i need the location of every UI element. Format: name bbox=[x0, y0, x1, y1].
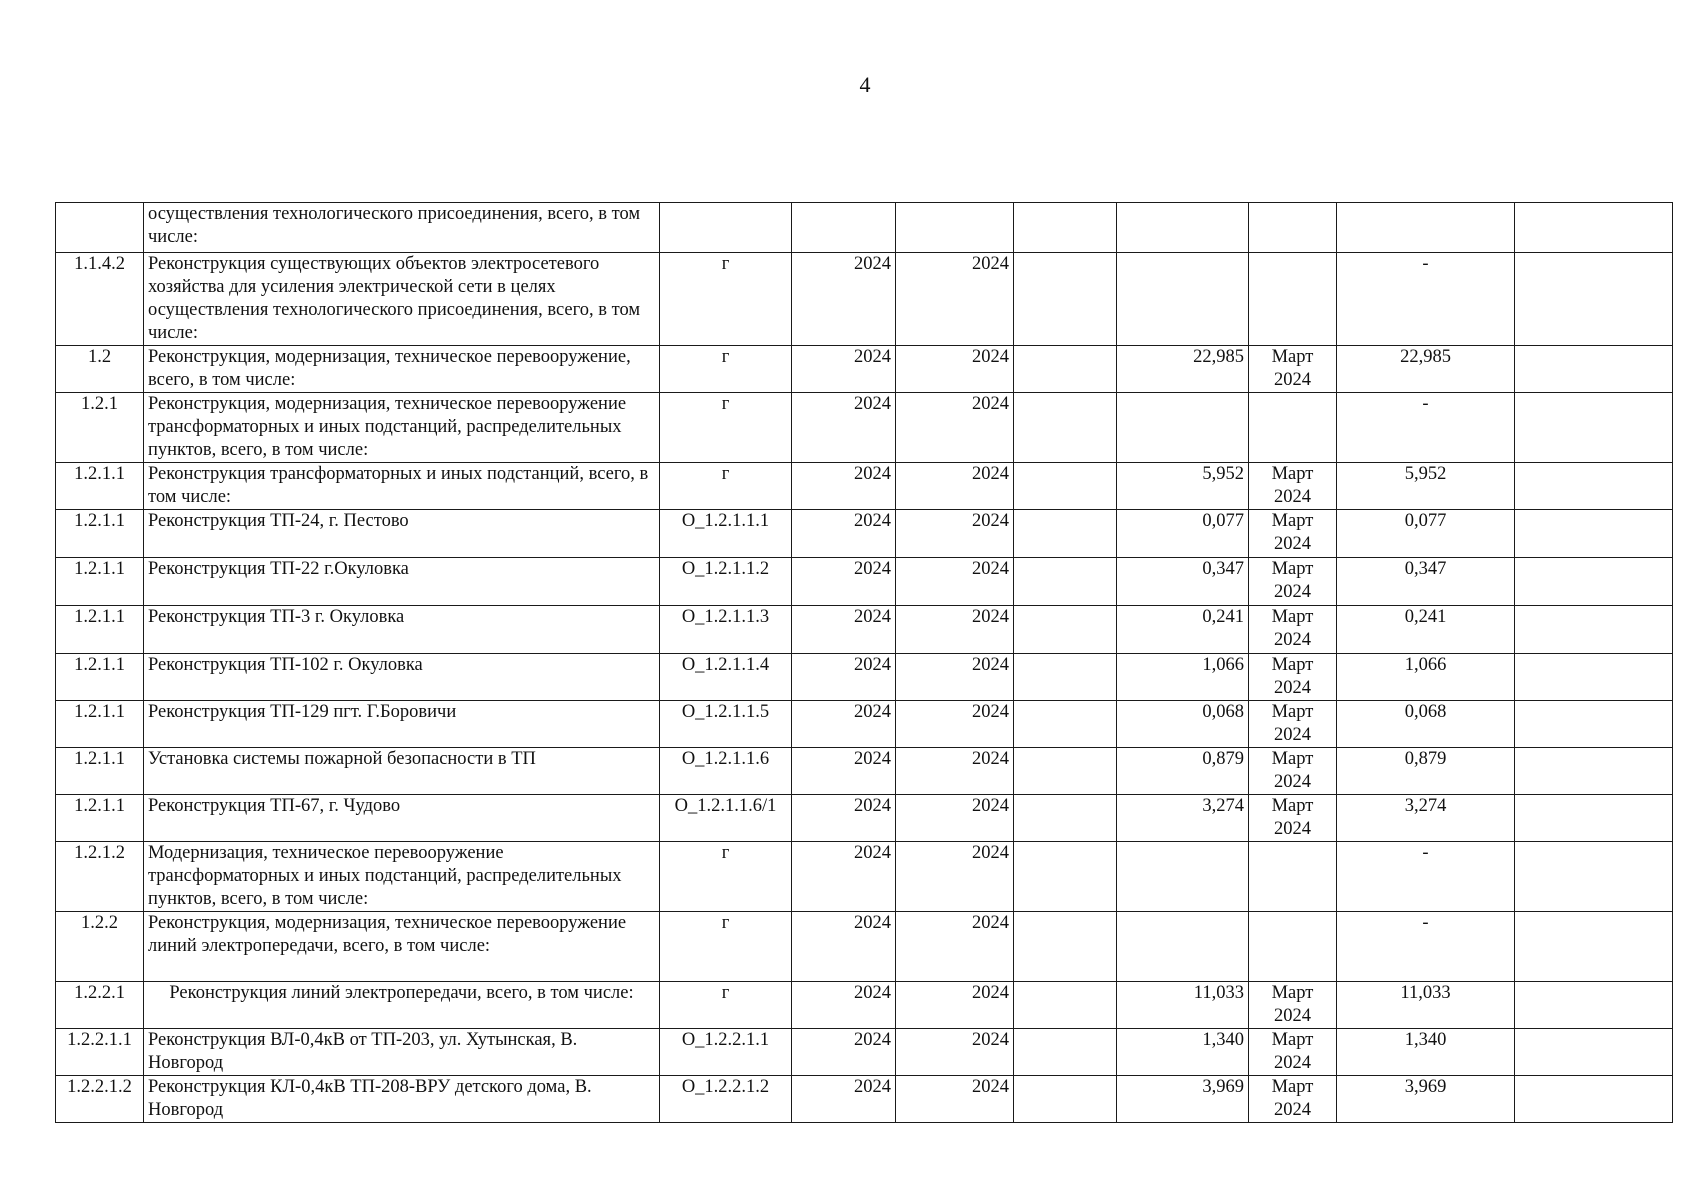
object-name-cell: Реконструкция линий электропередачи, всего, в том числе: bbox=[144, 982, 660, 1029]
end-year-cell: 2024 bbox=[896, 253, 1014, 346]
start-year-cell: 2024 bbox=[792, 842, 896, 912]
investment-program-table bbox=[55, 202, 1673, 1123]
notes-cell bbox=[1515, 253, 1673, 346]
object-name-cell: Реконструкция, модернизация, техническое перевооружение, всего, в том числе: bbox=[144, 346, 660, 393]
total-value-cell: - bbox=[1337, 912, 1515, 982]
project-id-cell: г bbox=[660, 393, 792, 463]
row-number-cell: 1.1.4.2 bbox=[56, 253, 144, 346]
table-row bbox=[56, 654, 1673, 701]
start-year-cell bbox=[792, 203, 896, 253]
notes-cell bbox=[1515, 912, 1673, 982]
cost-value-cell: 5,952 bbox=[1117, 463, 1249, 510]
row-number-cell: 1.2.1 bbox=[56, 393, 144, 463]
total-value-cell: 0,241 bbox=[1337, 606, 1515, 654]
table-row bbox=[56, 510, 1673, 558]
object-name-cell: осуществления технологического присоединения, всего, в том числе: bbox=[144, 203, 660, 253]
end-year-cell: 2024 bbox=[896, 795, 1014, 842]
cost-value-cell: 1,066 bbox=[1117, 654, 1249, 701]
table-row bbox=[56, 1076, 1673, 1123]
end-year-cell: 2024 bbox=[896, 1076, 1014, 1123]
end-year-cell bbox=[896, 203, 1014, 253]
total-value-cell: 11,033 bbox=[1337, 982, 1515, 1029]
total-value-cell: 0,077 bbox=[1337, 510, 1515, 558]
object-name-cell: Реконструкция существующих объектов электросетевого хозяйства для усиления электрической сети в целях осуществления технологического присоединения, всего, в том числе: bbox=[144, 253, 660, 346]
empty-cell bbox=[1014, 654, 1117, 701]
end-year-cell: 2024 bbox=[896, 701, 1014, 748]
table-row bbox=[56, 982, 1673, 1029]
cost-value-cell bbox=[1117, 253, 1249, 346]
total-value-cell: 3,274 bbox=[1337, 795, 1515, 842]
row-number-cell: 1.2.1.1 bbox=[56, 748, 144, 795]
row-number-cell bbox=[56, 203, 144, 253]
project-id-cell: О_1.2.1.1.4 bbox=[660, 654, 792, 701]
object-name-cell: Установка системы пожарной безопасности в ТП bbox=[144, 748, 660, 795]
total-value-cell: 1,340 bbox=[1337, 1029, 1515, 1076]
total-value-cell: 5,952 bbox=[1337, 463, 1515, 510]
end-year-cell: 2024 bbox=[896, 510, 1014, 558]
object-name-cell: Модернизация, техническое перевооружение трансформаторных и иных подстанций, распределительных пунктов, всего, в том числе: bbox=[144, 842, 660, 912]
date-cell bbox=[1249, 393, 1337, 463]
project-id-cell: О_1.2.1.1.5 bbox=[660, 701, 792, 748]
cost-value-cell: 3,274 bbox=[1117, 795, 1249, 842]
total-value-cell: - bbox=[1337, 842, 1515, 912]
row-number-cell: 1.2.1.1 bbox=[56, 654, 144, 701]
cost-value-cell: 0,879 bbox=[1117, 748, 1249, 795]
date-cell bbox=[1249, 842, 1337, 912]
object-name-cell: Реконструкция, модернизация, техническое перевооружение трансформаторных и иных подстанций, распределительных пунктов, всего, в том числе: bbox=[144, 393, 660, 463]
cost-value-cell: 1,340 bbox=[1117, 1029, 1249, 1076]
notes-cell bbox=[1515, 1076, 1673, 1123]
cost-value-cell: 3,969 bbox=[1117, 1076, 1249, 1123]
total-value-cell: 0,879 bbox=[1337, 748, 1515, 795]
project-id-cell: г bbox=[660, 912, 792, 982]
cost-value-cell: 0,077 bbox=[1117, 510, 1249, 558]
notes-cell bbox=[1515, 606, 1673, 654]
project-id-cell: О_1.2.2.1.2 bbox=[660, 1076, 792, 1123]
table-row bbox=[56, 463, 1673, 510]
start-year-cell: 2024 bbox=[792, 463, 896, 510]
start-year-cell: 2024 bbox=[792, 1076, 896, 1123]
start-year-cell: 2024 bbox=[792, 393, 896, 463]
object-name-cell: Реконструкция КЛ-0,4кВ ТП-208-ВРУ детского дома, В. Новгород bbox=[144, 1076, 660, 1123]
total-value-cell: - bbox=[1337, 393, 1515, 463]
start-year-cell: 2024 bbox=[792, 346, 896, 393]
table-row bbox=[56, 701, 1673, 748]
row-number-cell: 1.2.2.1 bbox=[56, 982, 144, 1029]
row-number-cell: 1.2.1.1 bbox=[56, 510, 144, 558]
date-cell bbox=[1249, 203, 1337, 253]
object-name-cell: Реконструкция ТП-102 г. Окуловка bbox=[144, 654, 660, 701]
start-year-cell: 2024 bbox=[792, 606, 896, 654]
total-value-cell bbox=[1337, 203, 1515, 253]
project-id-cell: г bbox=[660, 253, 792, 346]
object-name-cell: Реконструкция ТП-3 г. Окуловка bbox=[144, 606, 660, 654]
start-year-cell: 2024 bbox=[792, 1029, 896, 1076]
end-year-cell: 2024 bbox=[896, 558, 1014, 606]
cost-value-cell bbox=[1117, 203, 1249, 253]
start-year-cell: 2024 bbox=[792, 510, 896, 558]
row-number-cell: 1.2.2 bbox=[56, 912, 144, 982]
project-id-cell: О_1.2.1.1.3 bbox=[660, 606, 792, 654]
table-body bbox=[56, 203, 1673, 1123]
end-year-cell: 2024 bbox=[896, 748, 1014, 795]
object-name-cell: Реконструкция ТП-24, г. Пестово bbox=[144, 510, 660, 558]
total-value-cell: 1,066 bbox=[1337, 654, 1515, 701]
object-name-cell: Реконструкция ТП-22 г.Окуловка bbox=[144, 558, 660, 606]
total-value-cell: - bbox=[1337, 253, 1515, 346]
notes-cell bbox=[1515, 654, 1673, 701]
start-year-cell: 2024 bbox=[792, 795, 896, 842]
total-value-cell: 0,347 bbox=[1337, 558, 1515, 606]
row-number-cell: 1.2.1.1 bbox=[56, 701, 144, 748]
row-number-cell: 1.2 bbox=[56, 346, 144, 393]
end-year-cell: 2024 bbox=[896, 842, 1014, 912]
end-year-cell: 2024 bbox=[896, 606, 1014, 654]
empty-cell bbox=[1014, 203, 1117, 253]
end-year-cell: 2024 bbox=[896, 982, 1014, 1029]
notes-cell bbox=[1515, 1029, 1673, 1076]
page-number: 4 bbox=[859, 72, 871, 97]
start-year-cell: 2024 bbox=[792, 748, 896, 795]
end-year-cell: 2024 bbox=[896, 463, 1014, 510]
notes-cell bbox=[1515, 795, 1673, 842]
empty-cell bbox=[1014, 795, 1117, 842]
end-year-cell: 2024 bbox=[896, 912, 1014, 982]
notes-cell bbox=[1515, 203, 1673, 253]
end-year-cell: 2024 bbox=[896, 393, 1014, 463]
date-cell: Март 2024 bbox=[1249, 982, 1337, 1029]
total-value-cell: 0,068 bbox=[1337, 701, 1515, 748]
date-cell: Март 2024 bbox=[1249, 558, 1337, 606]
row-number-cell: 1.2.1.1 bbox=[56, 606, 144, 654]
empty-cell bbox=[1014, 842, 1117, 912]
project-id-cell: г bbox=[660, 463, 792, 510]
start-year-cell: 2024 bbox=[792, 654, 896, 701]
notes-cell bbox=[1515, 393, 1673, 463]
cost-value-cell bbox=[1117, 842, 1249, 912]
empty-cell bbox=[1014, 346, 1117, 393]
date-cell: Март 2024 bbox=[1249, 654, 1337, 701]
empty-cell bbox=[1014, 912, 1117, 982]
project-id-cell: О_1.2.1.1.2 bbox=[660, 558, 792, 606]
date-cell: Март 2024 bbox=[1249, 1029, 1337, 1076]
end-year-cell: 2024 bbox=[896, 346, 1014, 393]
empty-cell bbox=[1014, 558, 1117, 606]
table-row bbox=[56, 912, 1673, 982]
empty-cell bbox=[1014, 253, 1117, 346]
notes-cell bbox=[1515, 842, 1673, 912]
date-cell: Март 2024 bbox=[1249, 346, 1337, 393]
start-year-cell: 2024 bbox=[792, 253, 896, 346]
table-row bbox=[56, 346, 1673, 393]
project-id-cell: г bbox=[660, 842, 792, 912]
empty-cell bbox=[1014, 1076, 1117, 1123]
cost-value-cell bbox=[1117, 393, 1249, 463]
cost-value-cell: 0,241 bbox=[1117, 606, 1249, 654]
start-year-cell: 2024 bbox=[792, 982, 896, 1029]
notes-cell bbox=[1515, 748, 1673, 795]
row-number-cell: 1.2.1.1 bbox=[56, 558, 144, 606]
project-id-cell: О_1.2.2.1.1 bbox=[660, 1029, 792, 1076]
table-row bbox=[56, 203, 1673, 253]
project-id-cell: О_1.2.1.1.6 bbox=[660, 748, 792, 795]
row-number-cell: 1.2.2.1.1 bbox=[56, 1029, 144, 1076]
row-number-cell: 1.2.1.1 bbox=[56, 463, 144, 510]
total-value-cell: 3,969 bbox=[1337, 1076, 1515, 1123]
cost-value-cell bbox=[1117, 912, 1249, 982]
project-id-cell: г bbox=[660, 346, 792, 393]
table-row bbox=[56, 606, 1673, 654]
cost-value-cell: 11,033 bbox=[1117, 982, 1249, 1029]
empty-cell bbox=[1014, 510, 1117, 558]
date-cell: Март 2024 bbox=[1249, 510, 1337, 558]
end-year-cell: 2024 bbox=[896, 1029, 1014, 1076]
table-row bbox=[56, 795, 1673, 842]
cost-value-cell: 0,347 bbox=[1117, 558, 1249, 606]
date-cell: Март 2024 bbox=[1249, 606, 1337, 654]
date-cell: Март 2024 bbox=[1249, 463, 1337, 510]
cost-value-cell: 0,068 bbox=[1117, 701, 1249, 748]
table-row bbox=[56, 842, 1673, 912]
start-year-cell: 2024 bbox=[792, 558, 896, 606]
project-id-cell: О_1.2.1.1.1 bbox=[660, 510, 792, 558]
notes-cell bbox=[1515, 701, 1673, 748]
date-cell: Март 2024 bbox=[1249, 701, 1337, 748]
empty-cell bbox=[1014, 982, 1117, 1029]
row-number-cell: 1.2.1.2 bbox=[56, 842, 144, 912]
object-name-cell: Реконструкция ТП-129 пгт. Г.Боровичи bbox=[144, 701, 660, 748]
notes-cell bbox=[1515, 558, 1673, 606]
project-id-cell bbox=[660, 203, 792, 253]
total-value-cell: 22,985 bbox=[1337, 346, 1515, 393]
empty-cell bbox=[1014, 701, 1117, 748]
object-name-cell: Реконструкция ВЛ-0,4кВ от ТП-203, ул. Хутынская, В. Новгород bbox=[144, 1029, 660, 1076]
notes-cell bbox=[1515, 510, 1673, 558]
object-name-cell: Реконструкция ТП-67, г. Чудово bbox=[144, 795, 660, 842]
start-year-cell: 2024 bbox=[792, 912, 896, 982]
table-row bbox=[56, 558, 1673, 606]
notes-cell bbox=[1515, 463, 1673, 510]
date-cell bbox=[1249, 253, 1337, 346]
table-row bbox=[56, 393, 1673, 463]
object-name-cell: Реконструкция трансформаторных и иных подстанций, всего, в том числе: bbox=[144, 463, 660, 510]
empty-cell bbox=[1014, 1029, 1117, 1076]
date-cell bbox=[1249, 912, 1337, 982]
date-cell: Март 2024 bbox=[1249, 748, 1337, 795]
date-cell: Март 2024 bbox=[1249, 795, 1337, 842]
empty-cell bbox=[1014, 606, 1117, 654]
table-row bbox=[56, 748, 1673, 795]
date-cell: Март 2024 bbox=[1249, 1076, 1337, 1123]
row-number-cell: 1.2.2.1.2 bbox=[56, 1076, 144, 1123]
table-row bbox=[56, 253, 1673, 346]
empty-cell bbox=[1014, 463, 1117, 510]
start-year-cell: 2024 bbox=[792, 701, 896, 748]
empty-cell bbox=[1014, 393, 1117, 463]
notes-cell bbox=[1515, 982, 1673, 1029]
end-year-cell: 2024 bbox=[896, 654, 1014, 701]
project-id-cell: г bbox=[660, 982, 792, 1029]
table-row bbox=[56, 1029, 1673, 1076]
notes-cell bbox=[1515, 346, 1673, 393]
empty-cell bbox=[1014, 748, 1117, 795]
project-id-cell: О_1.2.1.1.6/1 bbox=[660, 795, 792, 842]
row-number-cell: 1.2.1.1 bbox=[56, 795, 144, 842]
object-name-cell: Реконструкция, модернизация, техническое перевооружение линий электропередачи, всего, в том числе: bbox=[144, 912, 660, 982]
cost-value-cell: 22,985 bbox=[1117, 346, 1249, 393]
